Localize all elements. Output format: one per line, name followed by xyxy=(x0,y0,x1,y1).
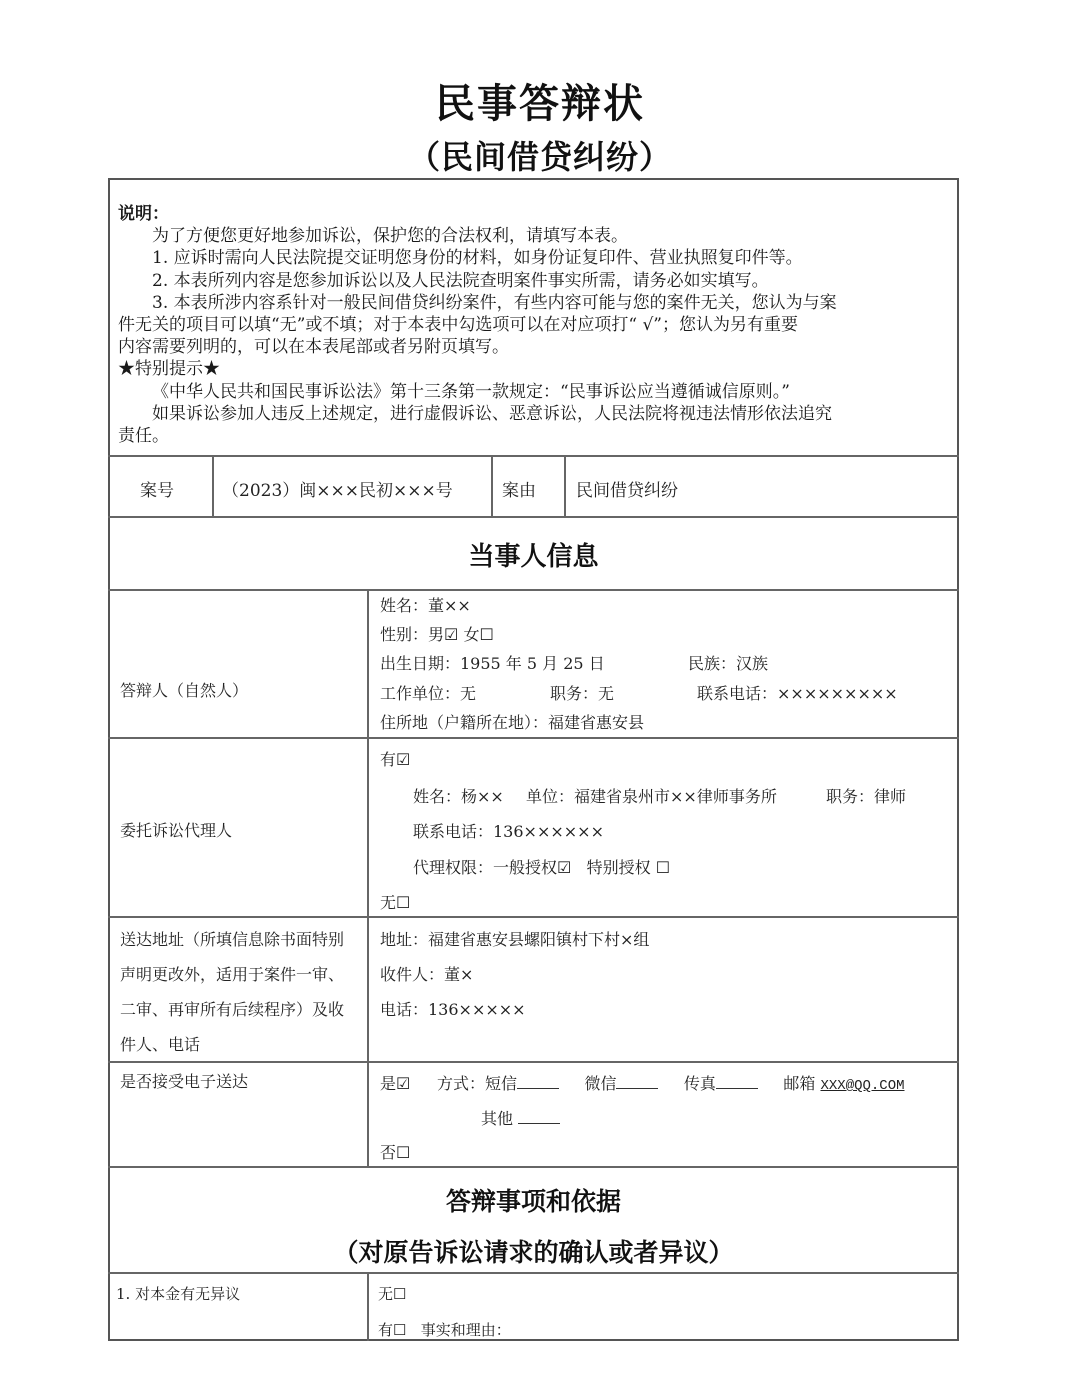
gender-female-checkbox[interactable]: ☐ xyxy=(479,625,494,644)
e-service-yes-checkbox[interactable]: ☑ xyxy=(396,1074,411,1093)
defense-item-1-label: 1. 对本金有无异议 xyxy=(116,1285,241,1303)
divider xyxy=(491,455,493,516)
divider xyxy=(108,1166,959,1168)
service-recipient: 收件人：董× xyxy=(380,965,474,984)
authority-general-label: 一般授权 xyxy=(493,858,558,877)
defense-has-checkbox[interactable]: ☐ xyxy=(393,1321,407,1339)
special-notice-heading: ★特别提示★ xyxy=(118,359,220,380)
method-sms-field[interactable] xyxy=(517,1074,559,1089)
respondent-phone: 联系电话：××××××××× xyxy=(697,684,898,703)
service-address-label-cont: 二审、再审所有后续程序）及收 xyxy=(120,1000,345,1019)
agent-name: 姓名：杨×× xyxy=(413,787,504,806)
agent-has-label: 有 xyxy=(380,750,397,769)
divider xyxy=(367,1272,369,1341)
service-address-label-cont: 声明更改外，适用于案件一审、 xyxy=(120,965,345,984)
authority-label: 代理权限： xyxy=(413,858,494,877)
e-service-no-label: 否 xyxy=(380,1143,397,1162)
gender-female-label: 女 xyxy=(463,625,480,644)
method-sms-label: 短信 xyxy=(485,1074,518,1093)
service-address-label-cont: 件人、电话 xyxy=(120,1035,201,1054)
e-service-other xyxy=(481,1109,560,1129)
instructions-item-3-cont: 内容需要列明的，可以在本表尾部或者另附页填写。 xyxy=(118,337,509,358)
divider xyxy=(212,455,214,516)
authority-special-label: 特别授权 xyxy=(586,858,651,877)
respondent-gender xyxy=(380,625,494,645)
divider xyxy=(108,589,959,591)
respondent-name: 姓名：董×× xyxy=(380,596,471,615)
authority-general-checkbox[interactable]: ☑ xyxy=(557,858,572,877)
divider xyxy=(108,1061,959,1063)
defense-item-1-none xyxy=(378,1284,406,1304)
method-fax-label: 传真 xyxy=(683,1074,716,1093)
method-fax-field[interactable] xyxy=(716,1074,758,1089)
method-wechat-field[interactable] xyxy=(616,1074,658,1089)
service-address-label: 送达地址（所填信息除书面特别 xyxy=(120,930,345,949)
agent-label: 委托诉讼代理人 xyxy=(120,821,233,840)
case-cause-value: 民间借贷纠纷 xyxy=(576,481,678,501)
parties-section-title: 当事人信息 xyxy=(468,542,599,572)
defense-reason-label: 事实和理由： xyxy=(420,1321,511,1339)
e-service-methods xyxy=(437,1074,905,1096)
defense-none-label: 无 xyxy=(378,1285,394,1303)
gender-male-label: 男 xyxy=(428,625,445,644)
method-email-value: XXX@QQ.COM xyxy=(820,1078,905,1094)
agent-has xyxy=(380,750,410,770)
document-subtitle: （民间借贷纠纷） xyxy=(407,138,672,176)
e-service-label: 是否接受电子送达 xyxy=(120,1072,249,1091)
special-notice-warning-cont: 责任。 xyxy=(118,426,169,447)
method-other-field[interactable] xyxy=(518,1109,560,1124)
method-wechat-label: 微信 xyxy=(584,1074,617,1093)
agent-none-checkbox[interactable]: ☐ xyxy=(396,893,411,912)
e-service-no-checkbox[interactable]: ☐ xyxy=(396,1143,411,1162)
divider xyxy=(367,589,369,1166)
defense-has-label: 有 xyxy=(378,1321,394,1339)
defense-section-subtitle: （对原告诉讼请求的确认或者异议） xyxy=(333,1238,734,1267)
e-service-no xyxy=(380,1143,410,1163)
divider xyxy=(108,516,959,518)
defense-item-1-has xyxy=(378,1320,511,1340)
instructions-item-2: 2. 本表所列内容是您参加诉讼以及人民法院查明案件事实所需，请务必如实填写。 xyxy=(152,270,769,291)
respondent-label: 答辩人（自然人） xyxy=(120,681,249,700)
instructions xyxy=(118,203,954,447)
authority-special-checkbox[interactable]: ☐ xyxy=(655,858,671,877)
agent-phone: 联系电话：136×××××× xyxy=(413,822,604,841)
agent-none xyxy=(380,893,410,913)
special-notice-law: 《中华人民共和国民事诉讼法》第十三条第一款规定：“民事诉讼应当遵循诚信原则。” xyxy=(152,381,790,402)
method-email-label: 邮箱 xyxy=(783,1074,816,1093)
respondent-ethnicity: 民族：汉族 xyxy=(688,654,769,673)
instructions-item-3-cont: 件无关的项目可以填“无”或不填；对于本表中勾选项可以在对应项打“ √”；您认为另有重要 xyxy=(118,315,798,336)
agent-has-checkbox[interactable]: ☑ xyxy=(396,750,411,769)
instructions-item-3: 3. 本表所涉内容系针对一般民间借贷纠纷案件，有些内容可能与您的案件无关，您认为与案 xyxy=(152,292,837,313)
instructions-heading: 说明： xyxy=(118,204,169,224)
respondent-birth: 出生日期：1955 年 5 月 25 日 xyxy=(380,654,605,673)
service-phone: 电话：136××××× xyxy=(380,1000,526,1019)
special-notice-warning: 如果诉讼参加人违反上述规定，进行虚假诉讼、恶意诉讼，人民法院将视违法情形依法追究 xyxy=(152,403,832,424)
defense-none-checkbox[interactable]: ☐ xyxy=(393,1285,407,1303)
case-number-value: （2023）闽×××民初×××号 xyxy=(222,481,453,501)
respondent-employer: 工作单位：无 xyxy=(380,684,477,703)
method-label: 方式： xyxy=(437,1074,486,1093)
respondent-position: 职务：无 xyxy=(550,684,615,703)
e-service-yes-label: 是 xyxy=(380,1074,397,1093)
agent-unit: 单位：福建省泉州市××律师事务所 xyxy=(526,787,777,806)
service-address: 地址：福建省惠安县螺阳镇村下村×组 xyxy=(380,930,650,949)
instructions-intro: 为了方便您更好地参加诉讼，保护您的合法权利，请填写本表。 xyxy=(152,226,628,247)
case-cause-label: 案由 xyxy=(502,481,536,501)
agent-authority xyxy=(413,858,670,878)
respondent-residence: 住所地（户籍所在地）：福建省惠安县 xyxy=(380,713,645,732)
instructions-item-1: 1. 应诉时需向人民法院提交证明您身份的材料，如身份证复印件、营业执照复印件等。 xyxy=(152,248,803,269)
gender-male-checkbox[interactable]: ☑ xyxy=(444,625,459,644)
divider xyxy=(108,737,959,739)
gender-label: 性别： xyxy=(380,625,429,644)
divider xyxy=(564,455,566,516)
agent-position: 职务：律师 xyxy=(826,787,907,806)
e-service-yes xyxy=(380,1074,410,1094)
agent-none-label: 无 xyxy=(380,893,397,912)
defense-section-title: 答辩事项和依据 xyxy=(445,1187,621,1216)
divider xyxy=(108,916,959,918)
case-number-label: 案号 xyxy=(140,481,174,501)
divider xyxy=(108,455,959,457)
divider xyxy=(108,1272,959,1274)
document-title: 民事答辩状 xyxy=(435,81,645,127)
method-other-label: 其他 xyxy=(481,1109,514,1128)
